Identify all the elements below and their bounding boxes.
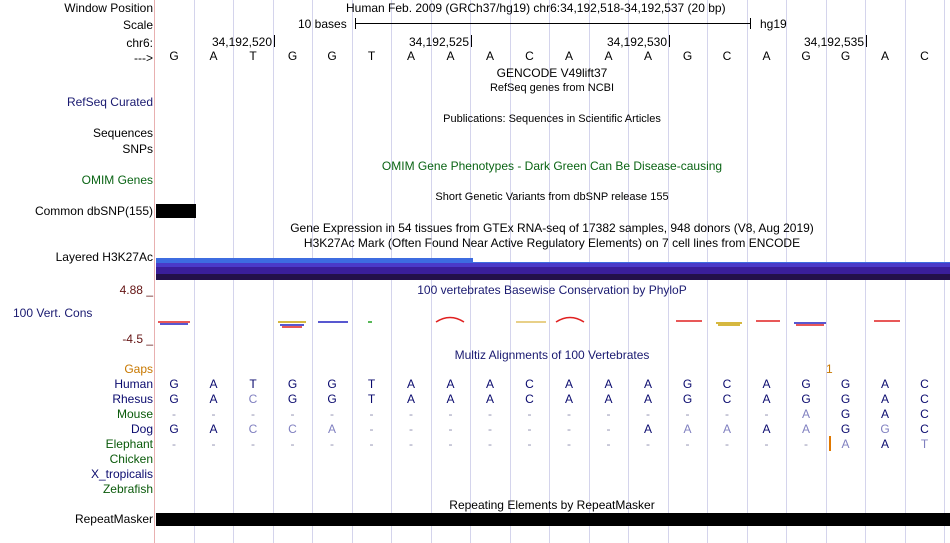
alignment-base: A — [762, 392, 771, 406]
alignment-base: A — [643, 422, 652, 436]
alignment-base: G — [327, 392, 337, 406]
alignment-base: G — [840, 392, 851, 406]
alignment-base: A — [880, 377, 889, 391]
dbsnp-track-title: Short Genetic Variants from dbSNP release 155 — [435, 191, 669, 203]
base-letter: A — [485, 49, 494, 63]
alignment-base: - — [251, 407, 255, 421]
coord-tick — [866, 35, 867, 47]
alignment-base: T — [367, 392, 376, 406]
alignment-base: - — [448, 407, 453, 421]
refseq-track-subtitle: RefSeq genes from NCBI — [489, 82, 615, 94]
base-letter: T — [367, 49, 376, 63]
alignment-base: A — [406, 392, 415, 406]
alignment-base: - — [488, 437, 492, 451]
alignment-base: - — [369, 422, 374, 436]
dbsnp-feature[interactable] — [156, 204, 196, 218]
base-letter: T — [249, 49, 257, 63]
assembly-label: hg19 — [760, 17, 787, 31]
window-position-label: Window Position — [64, 1, 153, 15]
alignment-base: - — [488, 422, 492, 436]
alignment-base: T — [249, 377, 257, 391]
alignment-base: - — [606, 407, 611, 421]
alignment-base: - — [211, 437, 216, 451]
alignment-base: - — [409, 422, 413, 436]
h3k27ac-track-title: H3K27Ac Mark (Often Found Near Active Regulatory Elements) on 7 cell lines from ENCODE — [303, 236, 801, 250]
alignment-base: - — [567, 407, 571, 421]
coord-tick-label: 34,192,530 — [606, 35, 667, 49]
alignment-base: G — [840, 377, 851, 391]
track-label-cons[interactable]: 100 Vert. Cons — [13, 306, 93, 320]
alignment-base: - — [685, 407, 690, 421]
species-label-dog[interactable]: Dog — [130, 422, 153, 436]
alignment-base: - — [488, 407, 492, 421]
alignment-base: A — [485, 392, 494, 406]
alignment-base: - — [290, 437, 295, 451]
multiz-track-title: Multiz Alignments of 100 Vertebrates — [454, 348, 650, 362]
base-letter: C — [525, 49, 534, 63]
repeatmasker-feature[interactable] — [156, 513, 950, 526]
alignment-base: A — [683, 422, 692, 436]
track-label-dbsnp[interactable]: Common dbSNP(155) — [34, 204, 153, 218]
alignment-base: - — [330, 437, 334, 451]
alignment-base: A — [446, 392, 455, 406]
gencode-track-title: GENCODE V49lift37 — [496, 66, 608, 80]
alignment-base: - — [567, 422, 571, 436]
alignment-base: A — [801, 422, 810, 436]
alignment-base: - — [606, 422, 611, 436]
coord-tick — [471, 35, 472, 47]
base-letter: C — [722, 49, 732, 63]
alignment-base: C — [920, 422, 929, 436]
track-label-omim[interactable]: OMIM Genes — [81, 173, 153, 187]
alignment-base: G — [801, 377, 811, 391]
alignment-base: T — [367, 377, 376, 391]
alignment-base: - — [251, 437, 255, 451]
gap-count: 1 — [826, 362, 833, 376]
alignment-base: A — [880, 392, 889, 406]
alignment-base: - — [725, 437, 729, 451]
coord-tick — [274, 35, 275, 47]
alignment-base: - — [646, 407, 650, 421]
coord-tick-label: 34,192,525 — [408, 35, 469, 49]
gtex-track-title: Gene Expression in 54 tissues from GTEx RNA-seq of 17382 samples, 948 donors (V8, Aug 2019) — [290, 221, 814, 235]
species-label-x_tropicalis[interactable]: X_tropicalis — [90, 467, 153, 481]
strand-label: ---> — [134, 51, 153, 65]
alignment-base: A — [762, 422, 771, 436]
track-label-sequences[interactable]: Sequences — [92, 126, 153, 140]
alignment-base: A — [564, 392, 573, 406]
track-label-repeatmasker[interactable]: RepeatMasker — [74, 512, 153, 526]
base-letter: G — [169, 49, 179, 63]
alignment-base: A — [406, 377, 415, 391]
alignment-base: A — [801, 407, 810, 421]
coord-tick — [669, 35, 670, 47]
base-letter: G — [682, 49, 693, 63]
base-letter: A — [880, 49, 889, 63]
pubs-track-title: Publications: Sequences in Scientific Articles — [443, 113, 661, 125]
alignment-base: - — [527, 407, 532, 421]
alignment-base: - — [725, 407, 729, 421]
species-label-zebrafish[interactable]: Zebrafish — [102, 482, 153, 496]
alignment-base: - — [290, 407, 295, 421]
alignment-base: G — [801, 392, 811, 406]
alignment-base: A — [604, 392, 613, 406]
base-letter: G — [287, 49, 298, 63]
track-label-refseq[interactable]: RefSeq Curated — [66, 95, 153, 109]
alignment-base: A — [643, 377, 652, 391]
species-label-human[interactable]: Human — [114, 377, 153, 391]
coord-tick-label: 34,192,520 — [211, 35, 272, 49]
alignment-base: G — [840, 407, 851, 421]
alignment-base: A — [209, 422, 218, 436]
track-label-gaps[interactable]: Gaps — [124, 362, 153, 376]
alignment-base: - — [646, 437, 650, 451]
alignment-base: - — [804, 437, 808, 451]
alignment-base: - — [369, 437, 374, 451]
alignment-base: G — [682, 377, 693, 391]
alignment-base: A — [880, 407, 889, 421]
alignment-base: - — [764, 437, 769, 451]
alignment-base: C — [920, 407, 929, 421]
alignment-base: - — [527, 422, 532, 436]
alignment-base: - — [764, 407, 769, 421]
alignment-base: - — [172, 437, 176, 451]
alignment-base: G — [169, 392, 179, 406]
species-label-elephant[interactable]: Elephant — [105, 437, 153, 451]
alignment-base: - — [606, 437, 611, 451]
alignment-base: - — [685, 437, 690, 451]
cons-track-title: 100 vertebrates Basewise Conservation by PhyloP — [417, 283, 687, 297]
alignment-base: G — [169, 422, 179, 436]
base-letter: A — [762, 49, 771, 63]
alignment-base: A — [841, 437, 850, 451]
scale-label: Scale — [122, 18, 153, 32]
species-label-mouse[interactable]: Mouse — [116, 407, 153, 421]
alignment-base: G — [682, 392, 693, 406]
base-letter: G — [840, 49, 851, 63]
alignment-base: G — [840, 422, 851, 436]
base-letter: A — [604, 49, 613, 63]
base-letter: A — [209, 49, 218, 63]
track-label-h3k27ac[interactable]: Layered H3K27Ac — [55, 250, 153, 264]
base-letter: G — [327, 49, 337, 63]
base-letter: C — [920, 49, 929, 63]
alignment-base: A — [880, 437, 889, 451]
window-position-text: Human Feb. 2009 (GRCh37/hg19) chr6:34,192,518-34,192,537 (20 bp) — [346, 1, 726, 15]
alignment-base: - — [527, 437, 532, 451]
alignment-base: A — [604, 377, 613, 391]
species-label-rhesus[interactable]: Rhesus — [112, 392, 153, 406]
coord-tick-label: 34,192,535 — [803, 35, 864, 49]
alignment-base: G — [287, 377, 298, 391]
alignment-base: C — [920, 377, 929, 391]
alignment-base: C — [248, 392, 258, 406]
alignment-base: - — [567, 437, 571, 451]
alignment-base: A — [564, 377, 573, 391]
alignment-base: - — [330, 407, 334, 421]
cons-max-label: 4.88 _ — [119, 283, 153, 297]
alignment-base: C — [722, 377, 732, 391]
base-letter: A — [446, 49, 455, 63]
scale-text: 10 bases — [298, 17, 347, 31]
alignment-base: - — [369, 407, 374, 421]
alignment-base: A — [643, 392, 652, 406]
alignment-base: A — [762, 377, 771, 391]
alignment-base: G — [327, 377, 337, 391]
base-letter: A — [564, 49, 573, 63]
base-letter: A — [406, 49, 415, 63]
label-separator — [154, 0, 155, 543]
alignment-base: T — [920, 437, 929, 451]
alignment-base: A — [327, 422, 336, 436]
gap-marker — [829, 436, 831, 451]
base-letter: G — [801, 49, 811, 63]
alignment-base: - — [172, 407, 176, 421]
alignment-base: C — [288, 422, 297, 436]
alignment-base: - — [409, 437, 413, 451]
chrom-label: chr6: — [126, 36, 153, 50]
species-label-chicken[interactable]: Chicken — [109, 452, 153, 466]
alignment-base: A — [209, 392, 218, 406]
omim-track-title: OMIM Gene Phenotypes - Dark Green Can Be Disease-causing — [381, 159, 723, 173]
alignment-base: C — [722, 392, 732, 406]
alignment-base: - — [448, 422, 453, 436]
alignment-base: G — [880, 422, 890, 436]
alignment-base: - — [211, 407, 216, 421]
track-label-snps[interactable]: SNPs — [122, 142, 153, 156]
alignment-base: C — [920, 392, 929, 406]
alignment-base: - — [448, 437, 453, 451]
alignment-base: A — [722, 422, 731, 436]
alignment-base: - — [409, 407, 413, 421]
alignment-base: A — [446, 377, 455, 391]
base-letter: A — [643, 49, 652, 63]
alignment-base: A — [485, 377, 494, 391]
alignment-base: A — [209, 377, 218, 391]
alignment-base: G — [287, 392, 298, 406]
alignment-base: G — [169, 377, 179, 391]
alignment-base: C — [525, 392, 534, 406]
cons-signal — [0, 312, 950, 332]
alignment-base: C — [525, 377, 534, 391]
cons-min-label: -4.5 _ — [122, 332, 153, 346]
alignment-base: C — [248, 422, 258, 436]
rmsk-track-title: Repeating Elements by RepeatMasker — [449, 498, 655, 512]
